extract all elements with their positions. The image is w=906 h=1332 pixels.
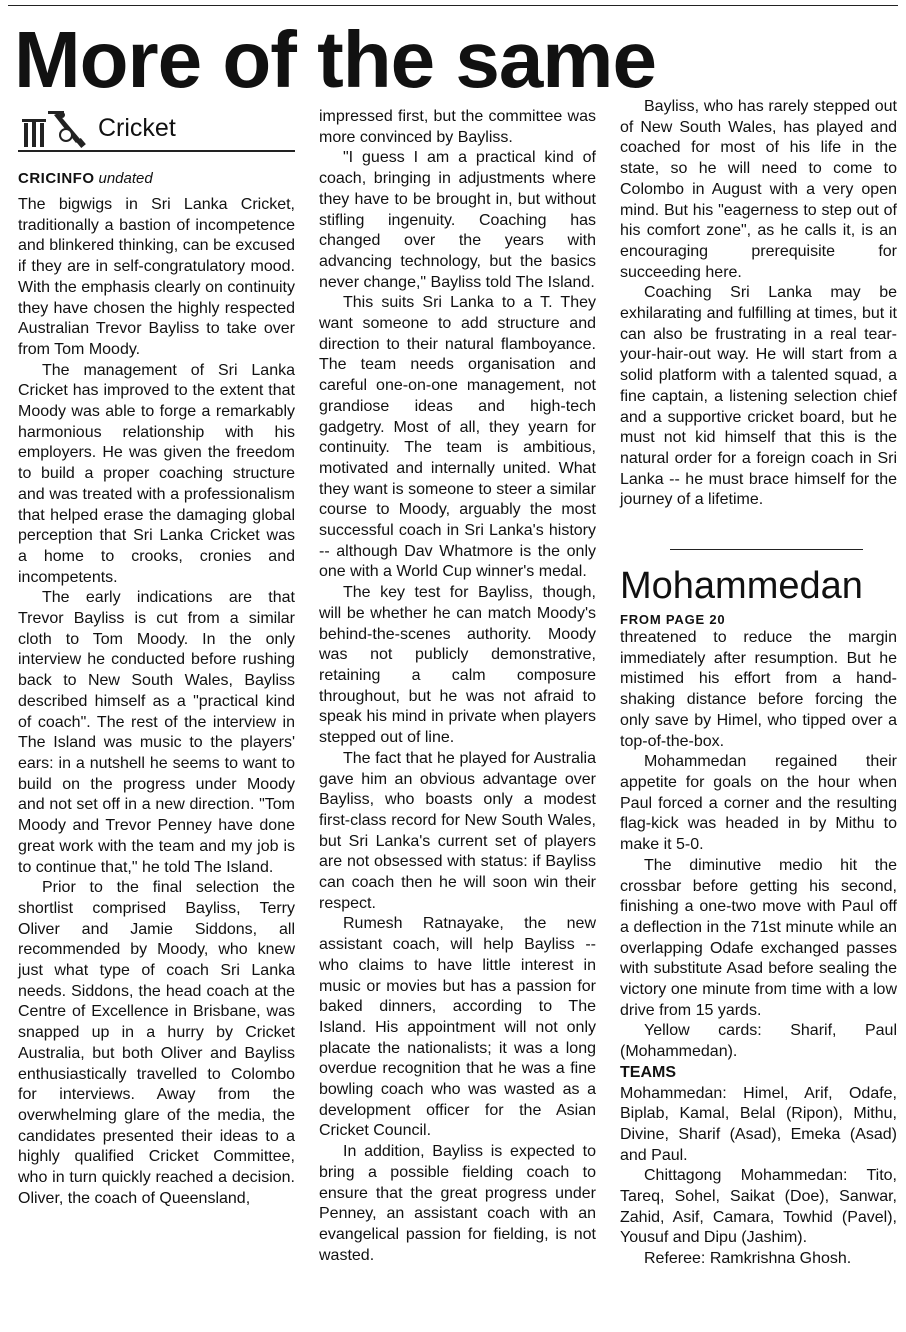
article-paragraph: "I guess I am a practical kind of coach, bringing in adjustments where they have to be brought in, but without stifling ingenuity. Coaching has changed over the years with advancing technology, but the basics never change," Bayliss told The Island. bbox=[319, 149, 596, 291]
headline: More of the same bbox=[14, 15, 656, 104]
article-paragraph: threatened to reduce the margin immediately after resumption. But he mistimed his effort from a hand-shaking distance before forcing the only save by Himel, who tipped over a top-of-the-box. bbox=[620, 629, 897, 750]
jump-line: FROM PAGE 20 bbox=[620, 612, 726, 628]
referee-line: Referee: Ramkrishna Ghosh. bbox=[644, 1250, 852, 1268]
cricket-stumps-icon bbox=[18, 109, 92, 149]
team-lineup: Chittagong Mohammedan: Tito, Tareq, Sohel, Saikat (Doe), Sanwar, Zahid, Asif, Camara, Towhid (Pavel), Yousuf and Dipu (Jashim). bbox=[620, 1167, 897, 1247]
article-paragraph: Rumesh Ratnayake, the new assistant coach, will help Bayliss -- who claims to have little interest in music or movies but has a passion for baked dinners, according to The Island. His appointment will not only placate the nationalists; it was a long overdue recognition that he was a fine bowling coach who was wasted as a development officer for the Asian Cricket Council. bbox=[319, 915, 596, 1140]
cricket-logo-label: Cricket bbox=[98, 114, 176, 142]
top-rule bbox=[8, 5, 898, 6]
column-1 bbox=[18, 107, 295, 1209]
article-paragraph: This suits Sri Lanka to a T. They want someone to add structure and direction to their natural flamboyance. The team needs organisation and careful one-on-one management, not grandiose ideas and high-tech gadgetry. Most of all, they yearn for continuity. The team is ambitious, motivated and internally united. What they want is someone to steer a similar course to Moody, arguably the most successful coach in Sri Lanka's history -- although Dav Whatmore is the only one with a World Cup winner's medal. bbox=[319, 294, 596, 581]
article-paragraph: The key test for Bayliss, though, will be whether he can match Moody's behind-the-scenes authority. Moody was not publicly demonstrative, retaining a calm composure throughout, but he was not afraid to speak his mind in private when players stepped out of line. bbox=[319, 584, 596, 747]
section-divider bbox=[670, 549, 863, 550]
article-paragraph: The bigwigs in Sri Lanka Cricket, traditionally a bastion of incompetence and blinkered thinking, can be excused if they are in self-congratulatory mood. With the emphasis clearly on continuity they have chosen the highly respected Australian Trevor Bayliss to take over from Tom Moody. bbox=[18, 196, 295, 358]
article-paragraph: impressed first, but the committee was more convinced by Bayliss. bbox=[319, 108, 596, 146]
article-paragraph: The early indications are that Trevor Bayliss is cut from a similar cloth to Tom Moody. In the only interview he conducted before rushing back to New South Wales, Bayliss described himself as a "practical kind of coach". The rest of the interview in The Island was music to the players' ears: in a nutshell he seems to want to build on the progress under Moody and not set off in a new direction. "Tom Moody and Trevor Penney have done great work with the team and my job is to continue that," he told The Island. bbox=[18, 589, 295, 876]
article-paragraph: In addition, Bayliss is expected to bring a possible fielding coach to ensure that the great progress under Penney, an assistant coach with an evangelical passion for fielding, is not wasted. bbox=[319, 1143, 596, 1264]
article-paragraph: The diminutive medio hit the crossbar before getting his second, finishing a one-two move with Paul off a deflection in the 71st minute while an overlapping Odafe exchanged passes with substitute Asad before sealing the victory one minute from time with a low drive from 15 yards. bbox=[620, 856, 897, 1019]
article-paragraph: The management of Sri Lanka Cricket has improved to the extent that Moody was able to forge a remarkably harmonious relationship with his employers. He was given the freedom to build a proper coaching structure and was treated with a professionalism that helped erase the damaging global perception that Sri Lanka Cricket was a home to crooks, cronies and incompetents. bbox=[18, 361, 295, 586]
section-title: Mohammedan bbox=[620, 565, 863, 608]
article-paragraph: Yellow cards: Sharif, Paul (Mohammedan). bbox=[620, 1022, 897, 1061]
column-2 bbox=[319, 107, 596, 1266]
article-paragraph: Coaching Sri Lanka may be exhilarating and fulfilling at times, but it can also be frustrating in a real tear-your-hair-out way. He will start from a solid platform with a talented squad, a fine captain, a listening selection chief and a supportive cricket board, but he must not kid himself that this is the natural order for a foreign coach in Sri Lanka -- he must brace himself for the journey of a lifetime. bbox=[620, 284, 897, 509]
article-paragraph: Mohammedan regained their appetite for goals on the hour when Paul forced a corner and the resulting flag-kick was headed in by Mithu to make it 5-0. bbox=[620, 753, 897, 854]
byline bbox=[18, 169, 295, 189]
source-name: CRICINFO bbox=[18, 170, 95, 187]
article-paragraph: Bayliss, who has rarely stepped out of New South Wales, has played and coached for most of his life in the state, so he will need to come to Colombo in August with a very open mind. But his "eagerness to step out of his comfort zone", as he calls it, is an encouraging prerequisite for succeeding here. bbox=[620, 98, 897, 281]
source-date: undated bbox=[98, 170, 153, 187]
article-paragraph: The fact that he played for Australia gave him an obvious advantage over Bayliss, who boasts only a modest first-class record for New South Wales, but Sri Lanka's current set of players are not obsessed with status: if Bayliss can coach then he will soon win their respect. bbox=[319, 749, 596, 912]
teams-heading: TEAMS bbox=[620, 1063, 676, 1081]
team-lineup: Mohammedan: Himel, Arif, Odafe, Biplab, Kamal, Belal (Ripon), Mithu, Divine, Sharif (Asad), Emeka (Asad) and Paul. bbox=[620, 1084, 897, 1164]
column-3 bbox=[620, 97, 897, 1270]
article-paragraph: Prior to the final selection the shortlist comprised Bayliss, Terry Oliver and Jamie Siddons, all recommended by Moody, who knew just what type of coach Sri Lanka needs. Siddons, the head coach at the Centre of Excellence in Brisbane, was snapped up in a hurry by Cricket Australia, but both Oliver and Bayliss enthusiastically travelled to Colombo for interviews. Away from the overwhelming glare of the media, the candidates presented their ideas to a highly qualified Cricket Committee, who in turn quickly reached a decision. Oliver, the coach of Queensland, bbox=[18, 879, 295, 1207]
logo-rule bbox=[18, 150, 295, 152]
cricket-section-logo bbox=[18, 107, 295, 151]
